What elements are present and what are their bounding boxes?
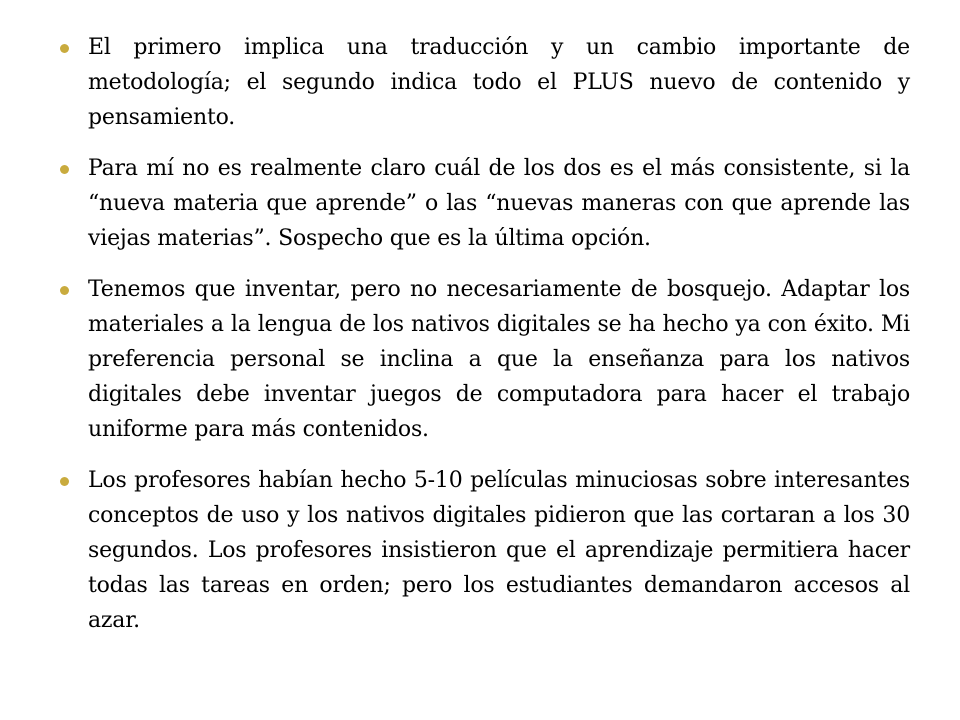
bullet-text: El primero implica una traducción y un cambio importante de metodología; el segundo indica todo el PLUS nuevo de contenido y pensamiento. <box>88 35 910 130</box>
bullet-dot-icon <box>60 44 69 53</box>
bullet-item <box>58 151 910 256</box>
bullet-dot-icon <box>60 165 69 174</box>
bullet-text: Los profesores habían hecho 5-10 películas minuciosas sobre interesantes conceptos de uso y los nativos digitales pidieron que las cortaran a los 30 segundos. Los profesores insistieron que el aprendizaje permitiera hacer todas las tareas en orden; pero los estudiantes demandaron accesos al azar. <box>88 468 910 633</box>
bullet-dot-icon <box>60 477 69 486</box>
bullet-item <box>58 463 910 638</box>
bullet-item <box>58 30 910 135</box>
bullet-dot-icon <box>60 286 69 295</box>
bullet-text: Para mí no es realmente claro cuál de los dos es el más consistente, si la “nueva materia que aprende” o las “nuevas maneras con que aprende las viejas materias”. Sospecho que es la última opción. <box>88 156 910 251</box>
bullet-item <box>58 272 910 447</box>
bullet-text: Tenemos que inventar, pero no necesariamente de bosquejo. Adaptar los materiales a la lengua de los nativos digitales se ha hecho ya con éxito. Mi preferencia personal se inclina a que la enseñanza para los nativos digitales debe inventar juegos de computadora para hacer el trabajo uniforme para más contenidos. <box>88 277 910 442</box>
bullet-list <box>58 30 910 654</box>
